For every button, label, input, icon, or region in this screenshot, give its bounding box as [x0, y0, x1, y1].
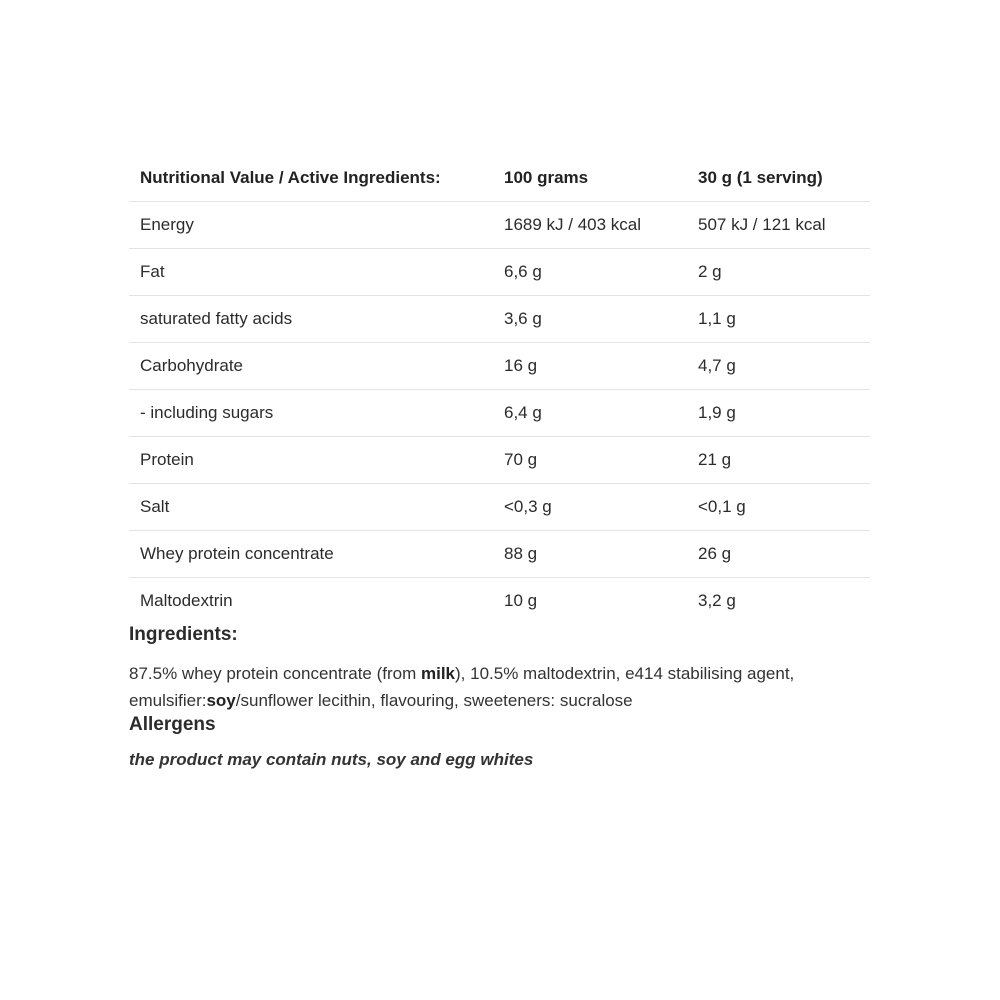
- row-value-per-serving: 1,9 g: [687, 390, 870, 437]
- row-label: Carbohydrate: [129, 343, 493, 390]
- row-value-per-serving: <0,1 g: [687, 484, 870, 531]
- allergen-milk: milk: [420, 664, 456, 683]
- row-value-per-serving: 21 g: [687, 437, 870, 484]
- table-row: [129, 531, 870, 578]
- table-row: [129, 343, 870, 390]
- table-header-row: [129, 155, 870, 202]
- nutrition-table: [129, 155, 870, 624]
- row-label: Protein: [129, 437, 493, 484]
- ingredients-text-part: ), 10.5% maltodextrin, e414 stabilising agent, emulsifier:: [129, 664, 795, 710]
- row-value-per-100g: <0,3 g: [493, 484, 687, 531]
- row-label: Whey protein concentrate: [129, 531, 493, 578]
- row-label: Maltodextrin: [140, 591, 233, 610]
- allergens-heading: Allergens: [129, 714, 216, 735]
- row-value-per-serving: 2 g: [687, 249, 870, 296]
- row-value-per-serving: 3,2 g: [698, 591, 736, 610]
- row-value-per-100g: 10 g: [504, 591, 538, 610]
- ingredients-text-part: 87.5% whey protein concentrate (from: [129, 664, 421, 683]
- ingredients-text-part: /sunflower lecithin, flavouring, sweeteners: sucralose: [235, 691, 633, 710]
- table-row: [129, 202, 870, 249]
- row-value-per-100g: 16 g: [493, 343, 687, 390]
- row-value-per-serving: 26 g: [687, 531, 870, 578]
- ingredients-text: [129, 660, 870, 714]
- header-per-100g: 100 grams: [493, 155, 687, 202]
- row-value-per-100g: 3,6 g: [493, 296, 687, 343]
- row-value-per-100g: 1689 kJ / 403 kcal: [493, 202, 687, 249]
- row-value-per-serving: 507 kJ / 121 kcal: [687, 202, 870, 249]
- allergens-text: the product may contain nuts, soy and egg whites: [129, 750, 534, 769]
- table-row: [129, 296, 870, 343]
- header-nutritional-value: Nutritional Value / Active Ingredients:: [129, 155, 493, 202]
- allergen-soy: soy: [206, 691, 236, 710]
- table-row: [129, 390, 870, 437]
- table-row: [129, 249, 870, 296]
- table-row: [129, 578, 870, 625]
- product-info: [129, 155, 870, 770]
- row-value-per-serving: 4,7 g: [687, 343, 870, 390]
- row-label: Salt: [129, 484, 493, 531]
- table-row: [129, 484, 870, 531]
- row-value-per-serving: 1,1 g: [687, 296, 870, 343]
- ingredients-heading: Ingredients:: [129, 624, 238, 645]
- header-per-serving: 30 g (1 serving): [687, 155, 870, 202]
- row-value-per-100g: 6,4 g: [493, 390, 687, 437]
- table-row: [129, 437, 870, 484]
- row-value-per-100g: 6,6 g: [493, 249, 687, 296]
- row-label: - including sugars: [129, 390, 493, 437]
- row-label: Energy: [129, 202, 493, 249]
- row-label: Fat: [129, 249, 493, 296]
- row-value-per-100g: 70 g: [493, 437, 687, 484]
- row-value-per-100g: 88 g: [493, 531, 687, 578]
- row-label: saturated fatty acids: [129, 296, 493, 343]
